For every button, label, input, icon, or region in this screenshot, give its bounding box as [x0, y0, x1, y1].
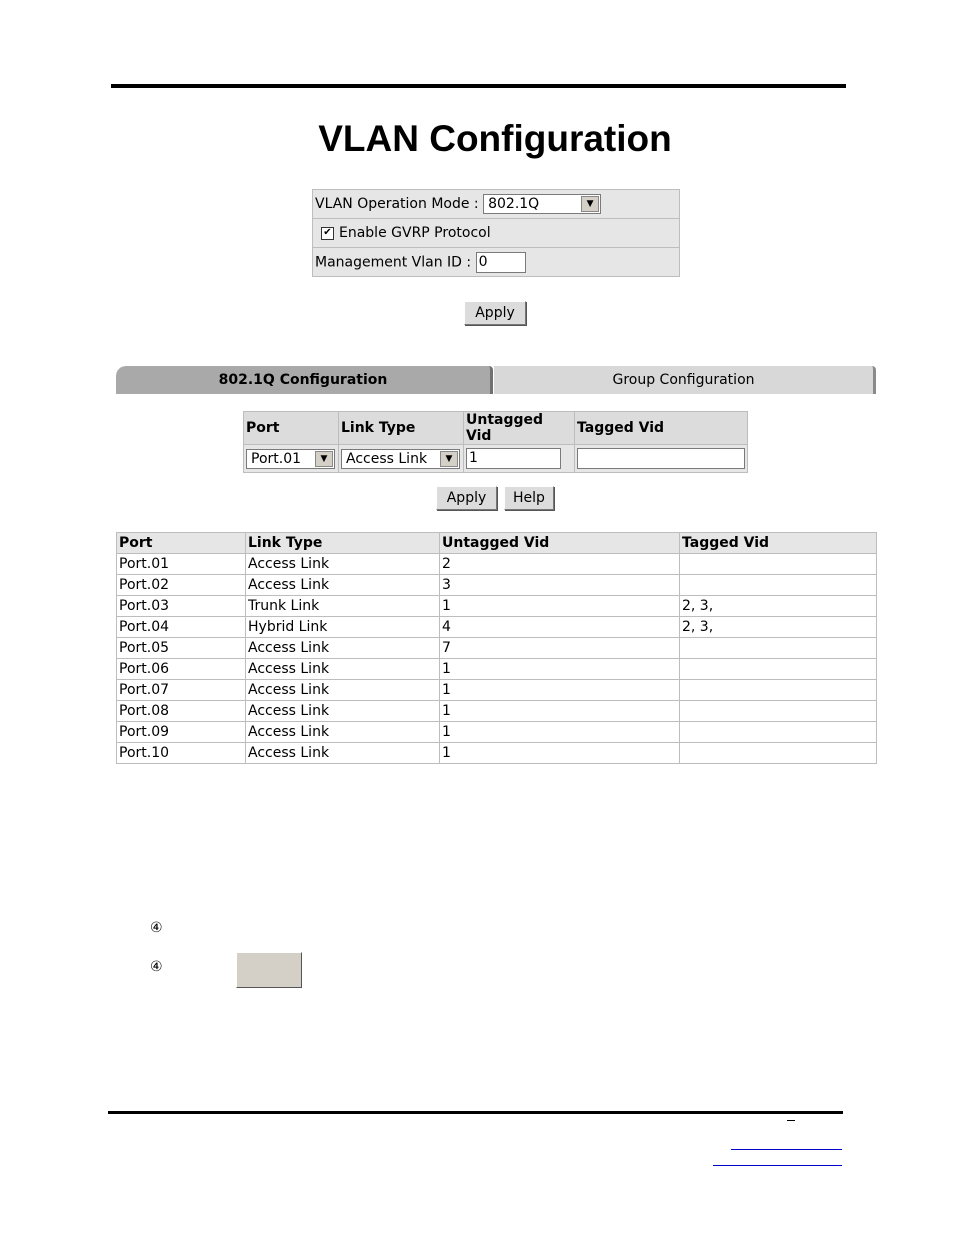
cell-untagged-vid: 3: [440, 575, 680, 596]
cell-tagged-vid: [680, 659, 877, 680]
edit-header-link-type: Link Type: [339, 412, 464, 445]
gvrp-row: [313, 219, 680, 248]
tab-8021q-configuration[interactable]: 802.1Q Configuration: [116, 366, 493, 394]
cell-link-type: Access Link: [246, 638, 440, 659]
tagged-vid-input[interactable]: [577, 448, 745, 469]
circled-number-marker: ④: [150, 920, 163, 936]
vlan-port-table: [116, 532, 877, 764]
cell-link-type: Access Link: [246, 575, 440, 596]
cell-port: Port.10: [117, 743, 246, 764]
cell-link-type: Access Link: [246, 743, 440, 764]
bottom-rule: [108, 1111, 843, 1114]
table-row: [117, 659, 877, 680]
cell-untagged-vid: 1: [440, 743, 680, 764]
cell-port: Port.03: [117, 596, 246, 617]
mode-select[interactable]: [483, 194, 601, 214]
cell-link-type: Access Link: [246, 701, 440, 722]
footer-link-underline[interactable]: [713, 1165, 842, 1166]
list-header-untagged: Untagged Vid: [440, 533, 680, 554]
link-type-select[interactable]: [341, 449, 460, 469]
table-row: [117, 722, 877, 743]
cell-untagged-vid: 4: [440, 617, 680, 638]
port-select-value: Port.01: [251, 450, 302, 467]
cell-untagged-vid: 1: [440, 659, 680, 680]
vlan-config-box: [312, 189, 680, 277]
table-row: [117, 743, 877, 764]
mode-label: VLAN Operation Mode :: [315, 196, 479, 212]
cell-untagged-vid: 7: [440, 638, 680, 659]
cell-link-type: Access Link: [246, 680, 440, 701]
cell-untagged-vid: 2: [440, 554, 680, 575]
edit-link-type-cell: [339, 445, 464, 473]
apply-mode-button[interactable]: Apply: [464, 301, 526, 325]
cell-untagged-vid: 1: [440, 722, 680, 743]
vlan-port-table-body: [117, 554, 877, 764]
edit-port-cell: [244, 445, 339, 473]
cell-port: Port.04: [117, 617, 246, 638]
mgmt-vlan-input[interactable]: 0: [476, 252, 526, 273]
list-header-tagged: Tagged Vid: [680, 533, 877, 554]
footer-link-underline[interactable]: [731, 1149, 842, 1150]
page-title: VLAN Configuration: [318, 118, 672, 159]
port-edit-table: [243, 411, 748, 473]
circled-number-marker: ④: [150, 959, 163, 975]
cell-tagged-vid: [680, 575, 877, 596]
port-select[interactable]: [246, 449, 335, 469]
table-row: [117, 680, 877, 701]
cell-tagged-vid: 2, 3,: [680, 596, 877, 617]
gvrp-checkbox[interactable]: ✔: [321, 227, 334, 240]
edit-header-port: Port: [244, 412, 339, 445]
edit-tagged-cell: [575, 445, 748, 473]
table-row: [117, 701, 877, 722]
cell-link-type: Access Link: [246, 722, 440, 743]
cell-untagged-vid: 1: [440, 596, 680, 617]
list-header-port: Port: [117, 533, 246, 554]
link-type-select-value: Access Link: [346, 450, 428, 467]
cell-tagged-vid: [680, 701, 877, 722]
apply-port-button[interactable]: Apply: [436, 486, 497, 510]
chevron-down-icon[interactable]: ▼: [440, 451, 458, 467]
blank-button[interactable]: [236, 952, 302, 988]
cell-tagged-vid: [680, 680, 877, 701]
cell-link-type: Access Link: [246, 554, 440, 575]
table-row: [117, 596, 877, 617]
cell-port: Port.06: [117, 659, 246, 680]
tab-group-configuration[interactable]: Group Configuration: [494, 366, 876, 394]
gvrp-label: Enable GVRP Protocol: [339, 225, 491, 241]
mode-row: [313, 190, 680, 219]
table-row: [117, 617, 877, 638]
cell-port: Port.01: [117, 554, 246, 575]
table-row: [117, 638, 877, 659]
cell-port: Port.05: [117, 638, 246, 659]
mgmt-row: [313, 248, 680, 277]
cell-tagged-vid: 2, 3,: [680, 617, 877, 638]
chevron-down-icon[interactable]: ▼: [581, 196, 599, 212]
list-header-link-type: Link Type: [246, 533, 440, 554]
table-row: [117, 575, 877, 596]
cell-port: Port.07: [117, 680, 246, 701]
help-button[interactable]: Help: [504, 486, 554, 510]
edit-header-untagged: Untagged Vid: [464, 412, 575, 445]
footer-dash: [787, 1120, 795, 1121]
untagged-vid-input[interactable]: 1: [466, 448, 561, 469]
cell-untagged-vid: 1: [440, 701, 680, 722]
top-rule: [111, 84, 846, 88]
cell-port: Port.02: [117, 575, 246, 596]
edit-header-tagged: Tagged Vid: [575, 412, 748, 445]
table-row: [117, 554, 877, 575]
tab-bar: [116, 366, 876, 394]
cell-tagged-vid: [680, 554, 877, 575]
cell-tagged-vid: [680, 722, 877, 743]
cell-link-type: Hybrid Link: [246, 617, 440, 638]
mgmt-label: Management Vlan ID :: [315, 254, 472, 270]
cell-untagged-vid: 1: [440, 680, 680, 701]
cell-tagged-vid: [680, 638, 877, 659]
cell-port: Port.08: [117, 701, 246, 722]
cell-link-type: Access Link: [246, 659, 440, 680]
cell-tagged-vid: [680, 743, 877, 764]
chevron-down-icon[interactable]: ▼: [315, 451, 333, 467]
cell-link-type: Trunk Link: [246, 596, 440, 617]
mode-select-value: 802.1Q: [488, 196, 540, 212]
cell-port: Port.09: [117, 722, 246, 743]
edit-untagged-cell: [464, 445, 575, 473]
